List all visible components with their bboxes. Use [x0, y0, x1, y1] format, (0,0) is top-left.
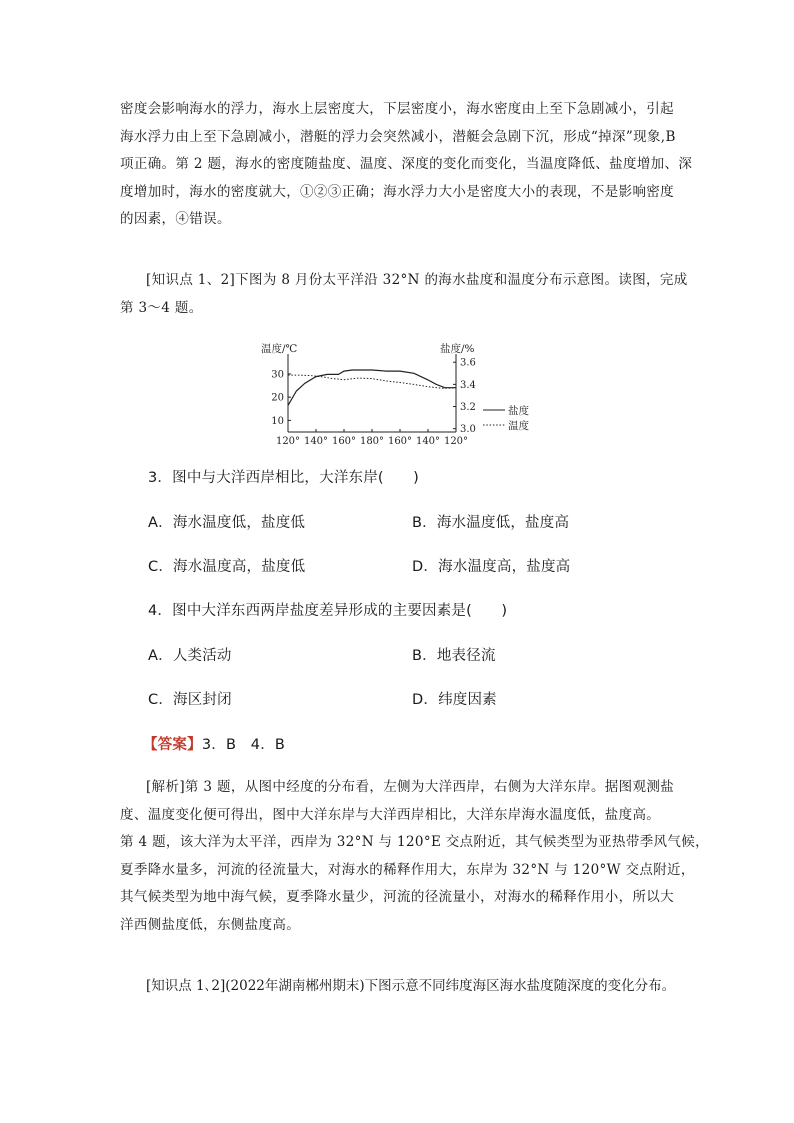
text-line: [解析]第 3 题，从图中经度的分布看，左侧为大洋西岸，右侧为大洋东岸。据图观测盐 [146, 779, 675, 795]
legend-label: 温度 [508, 420, 529, 432]
question-4-stem: 4．图中大洋东西两岸盐度差异形成的主要因素是( ) [148, 603, 508, 619]
q3-option-b[interactable]: B．海水温度低，盐度高 [412, 515, 570, 531]
question-3-stem: 3．图中与大洋西岸相比，大洋东岸( ) [148, 470, 420, 486]
left-tick-label: 20 [271, 392, 284, 404]
text-line: 密度会影响海水的浮力，海水上层密度大，下层密度小，海水密度由上至下急剧减小，引起 [120, 101, 674, 117]
right-axis-label: 盐度/% [440, 343, 475, 355]
text-line: 项正确。第 2 题，海水的密度随盐度、温度、深度的变化而变化，当温度降低、盐度增加、深 [120, 156, 693, 172]
chart-svg [255, 338, 545, 448]
q4-option-b[interactable]: B．地表径流 [412, 648, 496, 664]
q3-option-c[interactable]: C．海水温度高，盐度低 [148, 559, 306, 575]
legend-label: 盐度 [508, 405, 529, 417]
text-line: [知识点 1、2]下图为 8 月份太平洋沿 32°N 的海水盐度和温度分布示意图。读图，完成 [146, 272, 688, 288]
text-line: 洋西侧盐度低，东侧盐度高。 [120, 916, 301, 933]
text-line: 其气候类型为地中海气候，夏季降水量少，河流的径流量小，对海水的稀释作用小，所以大 [120, 889, 674, 905]
text-line: 度、温度变化便可得出，图中大洋东岸与大洋西岸相比，大洋东岸海水温度低，盐度高。 [120, 806, 661, 823]
intro-paragraph [120, 96, 693, 234]
text-line: 第 3～4 题。 [120, 299, 203, 316]
q4-option-c[interactable]: C．海区封闭 [148, 692, 232, 708]
x-tick-label: 140° [303, 436, 329, 447]
x-tick-label: 140° [415, 436, 441, 447]
text-line: [知识点 1､2](2022年湖南郴州期末)下图示意不同纬度海区海水盐度随深度的变化分布。 [146, 978, 676, 994]
next-knowledge [146, 973, 686, 1001]
q3-option-d[interactable]: D．海水温度高，盐度高 [412, 559, 571, 575]
text-line: 度增加时，海水的密度就大，①②③正确；海水浮力大小是密度大小的表现，不是影响密度 [120, 183, 674, 200]
x-tick-label: 160° [387, 436, 413, 447]
salinity-line [288, 370, 456, 405]
text-line: 的因素，④错误。 [120, 211, 231, 227]
text-line: 夏季降水量多，河流的径流量大，对海水的稀释作用大，东岸为 32°N 与 120°W 交点附近， [120, 861, 695, 878]
q4-option-d[interactable]: D．纬度因素 [412, 692, 497, 708]
knowledge-intro [120, 267, 688, 322]
right-tick-label: 3.0 [460, 424, 476, 436]
answer-text: 3．B 4．B [201, 737, 286, 753]
q4-option-a[interactable]: A．人类活动 [148, 648, 232, 664]
salinity-temperature-chart [255, 338, 545, 448]
text-line: 海水浮力由上至下急剧减小，潜艇的浮力会突然减小，潜艇会急剧下沉，形成“掉深”现象,B [120, 128, 676, 145]
right-tick-label: 3.6 [460, 357, 476, 369]
answer-label: 【答案】 [143, 737, 202, 753]
analysis-paragraph [120, 774, 709, 939]
text-line: 第 4 题，该大洋为太平洋，西岸为 32°N 与 120°E 交点附近，其气候类型为亚热带季风气候， [120, 834, 709, 850]
x-tick-label: 180° [359, 436, 385, 447]
x-tick-label: 120° [443, 436, 469, 447]
answer-line [143, 733, 285, 754]
q3-option-a[interactable]: A．海水温度低，盐度低 [148, 515, 306, 531]
right-tick-label: 3.4 [460, 379, 476, 391]
left-axis-label: 温度/℃ [261, 343, 298, 355]
x-tick-label: 120° [275, 436, 301, 447]
x-tick-label: 160° [331, 436, 357, 447]
left-tick-label: 30 [271, 369, 284, 381]
left-tick-label: 10 [271, 415, 284, 427]
right-tick-label: 3.2 [460, 402, 476, 414]
